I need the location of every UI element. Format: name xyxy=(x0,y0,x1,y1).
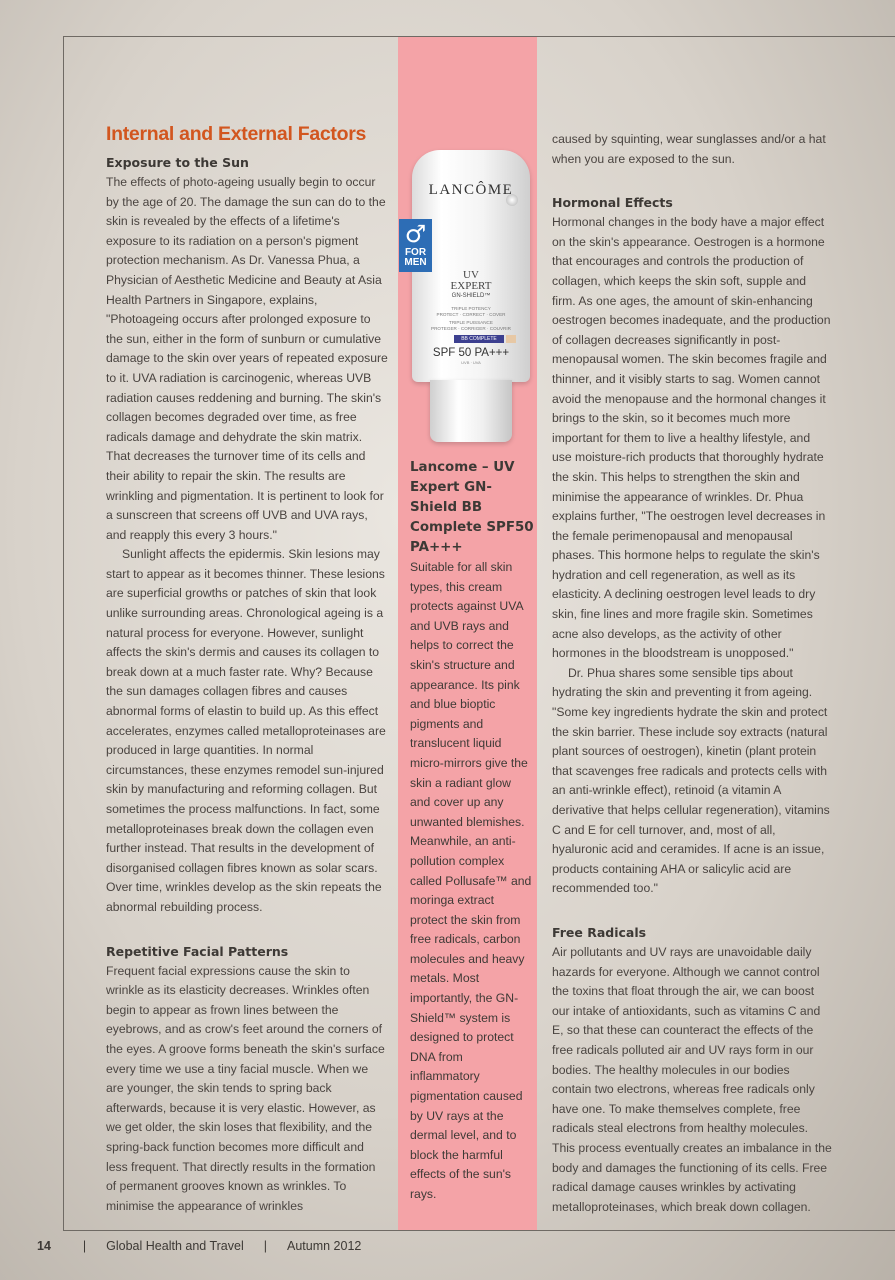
product-tiny-2: PROTECT · CORRECT · COVER xyxy=(436,312,506,317)
product-uv-label: UV xyxy=(463,269,479,281)
product-tiny-3: TRIPLE PUISSANCE xyxy=(449,320,493,325)
product-color-swatch xyxy=(506,335,516,343)
article-title: Internal and External Factors xyxy=(106,123,367,145)
product-expert-label: EXPERT xyxy=(450,280,492,292)
publication-name: Global Health and Travel xyxy=(106,1239,244,1253)
footer-separator-2: | xyxy=(263,1239,267,1253)
product-tiny-4: PROTEGER · CORRIGER · COUVRIR xyxy=(431,326,511,331)
footer-separator-1: | xyxy=(82,1239,87,1253)
page-number: 14 xyxy=(37,1239,51,1253)
article-column-1 xyxy=(106,121,388,1216)
paragraph-hormonal-2: Dr. Phua shares some sensible tips about hydrating the skin and preventing it from ageing. "Some key ingredients hydrate the skin and protect the skin barrier. These include soy extracts (natural plant sources of oestrogen), kinetin (plant protein that scavenges free radicals and protects cells with an anti-wrinkle effect), retinoid (a vitamin A derivative that helps cellular regeneration), vitamins C and E for cell turnover, and, most of all, hyaluronic acid and ceramides. If acne is an issue, products containing AHA or salicylic acid are recommended too." xyxy=(552,665,830,896)
heading-hormonal-effects: Hormonal Effects xyxy=(552,195,673,211)
product-bb-label: BB COMPLETE xyxy=(454,335,504,343)
product-brand: LANCÔME xyxy=(428,182,514,198)
for-men-badge xyxy=(399,219,432,272)
heading-facial-patterns: Repetitive Facial Patterns xyxy=(106,943,289,959)
product-gn-label: GN-SHIELD™ xyxy=(451,293,491,299)
paragraph-facial-1: Frequent facial expressions cause the skin to wrinkle as its elasticity decreases. Wrinkles often begin to appear as frown lines between the eyebrows, and as crow's feet around the corners of the eyes. A groove forms beneath the skin's surface every time we use a tiny facial muscle. When we are younger, the skin tends to spring back afterwards, because it is very elastic. However, as we get older, the skin loses that flexibility, and the spring-back function becomes more difficult and less frequent. That directly results in the formation of permanent grooves known as wrinkles. To minimise the appearance of wrinkles xyxy=(106,963,385,1213)
paragraph-hormonal-1: Hormonal changes in the body have a major effect on the skin's appearance. Oestrogen is a hormone that encourages and controls the production of collagen, which keeps the skin soft, supple and firm. As one ages, the amount of skin-enhancing oestrogen becomes inadequate, and the production of collagen decreases significantly in post-menopausal women. The skin becomes fragile and thinner, and it visibly starts to sag. Women cannot avoid the menopause and the hormonal changes it brings to the skin, so it becomes much more important for them to live a healthy lifestyle, and use moisture-rich products that thoroughly hydrate the skin. This helps to strengthen the skin and minimise the appearance of wrinkles. Dr. Phua explains further, "The oestrogen level decreases in the female perimenopausal and menopausal phases. This hormone helps to regulate the skin's hydration and cell regeneration, as well as its elasticity. A declining oestrogen level leads to dry skin, fine lines and more fragile skin. Sometimes acne also develops, as the activity of other hormones in the bloodstream is unopposed." xyxy=(552,215,831,661)
product-tiny-1: TRIPLE POTENCY xyxy=(451,306,491,311)
paragraph-sun-2: Sunlight affects the epidermis. Skin lesions may start to appear as it becomes thinner. These lesions are superficial growths or patches of skin that look unlike surrounding areas. Chronological ageing is a natural process for everyone. However, sunlight affects the skin's dermis and causes its collagen to break down at a much faster rate. Why? Because the sun damages collagen fibres and causes abnormal forms of elastin to build up. As this effect accelerates, enzymes called metalloproteinases are produced in large quantities. In normal circumstances, these enzymes remodel sun-injured skin by manufacturing and reforming collagen. But sometimes the process malfunctions. In fact, some metalloproteinases break down the collagen even further instead. That results in the development of disorganised collagen fibres known as solar scars. Over time, wrinkles develop as the skin repeats the abnormal rebuilding process. xyxy=(106,547,386,914)
frame-bottom-rule xyxy=(63,1230,895,1231)
issue-label: Autumn 2012 xyxy=(287,1239,362,1253)
frame-left-rule xyxy=(63,36,64,1230)
heading-exposure-sun: Exposure to the Sun xyxy=(106,155,249,170)
paragraph-continued: caused by squinting, wear sunglasses and/or a hat when you are exposed to the sun. xyxy=(552,132,826,166)
product-title: Lancome – UV Expert GN-Shield BB Complete SPF50 PA+++ xyxy=(410,460,534,555)
product-spf-small: UVB · UVA xyxy=(461,360,481,365)
male-symbol-icon: ♂ xyxy=(404,220,427,248)
paragraph-radicals-1: Air pollutants and UV rays are unavoidable daily hazards for everyone. Although we cannot control the toxins that float through the air, we can boost our intake of antioxidants, such as vitamins C and E, so that these can counteract the effects of the free radicals polluted air and UV rays form in our bodies. The healthy molecules in our bodies contain two electrons, whereas free radicals only have one. To make themselves complete, free radicals steal electrons from healthy molecules. This process eventually creates an imbalance in the body and damages the functioning of its cells. Free radical damage causes wrinkles by activating metalloproteinases, which break down collagen. xyxy=(552,944,832,1214)
product-image xyxy=(412,150,530,446)
product-description: Suitable for all skin types, this cream protects against UVA and UVB rays and helps to correct the skin's structure and appearance. Its pink and blue bioptic pigments and translucent liquid micro-mirrors give the skin a radiant glow and cover up any unwanted blemishes. Meanwhile, an anti-pollution complex called Pollusafe™ and moringa extract protect the skin from free radicals, carbon molecules and heavy metals. Most importantly, the GN-Shield™ system is designed to protect DNA from inflammatory pigmentation caused by UV rays at the dermal level, and to block the harmful effects of the sun's rays. xyxy=(410,560,532,1201)
product-spf-label: SPF 50 PA+++ xyxy=(432,347,510,359)
product-cap xyxy=(430,380,512,442)
paragraph-sun-1: The effects of photo-ageing usually begin to occur by the age of 20. The damage the sun can do to the skin is revealed by the effects of a lifetime's exposure to its radiation on a person's pigment protection mechanism. As Dr. Vanessa Phua, a Physician of Aesthetic Medicine and Beauty at Asia Health Partners in Singapore, explains, "Photoageing occurs after prolonged exposure to the sun, either in the form of sunburn or cumulative damage to the skin over years of repeated exposure to it. UVA radiation is carcinogenic, whereas UVB radiation causes reddening and burning. The skin's collagen becomes degraded over time, as free radicals damage and dehydrate the skin matrix. That decreases the turnover time of its cells and their ability to repair the skin. The results are wrinkling and pigmentation. It is pertinent to look for a sunscreen that screens off UVB and UVA rays, and reapply this every 3 hours." xyxy=(106,175,388,542)
for-men-label: FOR MEN xyxy=(404,247,427,268)
page-footer xyxy=(37,1237,361,1255)
article-column-3 xyxy=(552,130,832,1217)
heading-free-radicals: Free Radicals xyxy=(552,924,647,940)
